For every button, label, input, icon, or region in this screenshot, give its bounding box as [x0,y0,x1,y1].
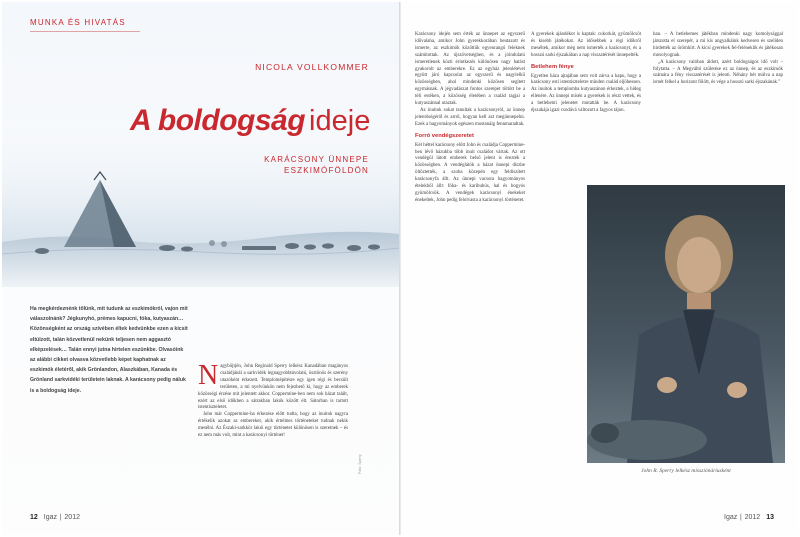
body-paragraph: John már Coppermine-ba érkezése előtt tudta, hogy az inuitok nagyra értékelik azokat az embereket, akik értelmes történeteket tudnak nekik mesélni. Az Északi-sarkkör lakói egy történetet különösen is szeretnek – és ez nem más volt, mint a karácsonyi történet! [198,412,348,439]
photo-caption: John R. Sperry lelkész missziónáriusként [641,468,731,474]
issue-label: Igaz ∣ 2012 [724,514,761,521]
body-paragraph: agyböjtjén, John Reginald Sperry lelkész Kanadában magányos családjánál a sarkvidék legnagyobbtávolatú, ösztönös és szerény utazóként érkezett. Templomépítésre egy igen régi és becsült területen, a mi nyelvünkön nem fejezhető ki, hogy az emberek közösségi érzése mit jelentett akkor. Coppermine-ben nem sok házat talált, ezért az első időkben a sátrakban lakók között élt. Sátorban is tartott istentiszteletet. [198,364,348,411]
issue-label: Igaz ∣ 2012 [43,514,80,521]
arctic-landscape-illustration [2,122,399,287]
title-end: ideje [309,105,371,137]
body-paragraph: Egyetlen háza ajtajában sem volt zárva a kapu, hogy a karácsony esti istentiszteletre minden család eljöhessen. Az inuitok a templomba kutyaszánon érkeztek, a hideg ellenére. Az ünnepi misén a gyerekek is részt vettek, és a betlehemi jelenetet mutatták be. A karácsony éjszakája igazi csodává változott a fagyos tájon. [531,73,641,114]
title-main: A boldogság [130,104,306,137]
folio-right [724,513,774,521]
body-paragraph: „A karácsony valóban áldott, azért boldogságos idő volt – folytatta. – A Megváltó születése ez az ünnep, és az eszkimók számára a fény visszatérését is jelenti. Néhány hét múlva a nap ismét felkel a horizont fölött, és vége a hosszú sarki éjszakának.” [653,59,783,86]
body-column-left [198,360,348,440]
body-column-3 [653,32,783,87]
subtitle-line-1: KARÁCSONY ÜNNEPE [264,155,369,164]
missionary-photo [587,185,785,463]
left-page [2,2,399,535]
author-name: NICOLA VOLLKOMMER [255,62,369,72]
right-page [401,2,798,535]
article-subtitle [264,154,369,176]
body-column-1 [415,32,525,205]
page-number: 12 [30,514,38,521]
section-label: MUNKA ÉS HIVATÁS [30,18,126,27]
subheading: Forró vendégszeretet [415,132,474,139]
body-paragraph: A gyerekek ajándékot is kaptak: cukorkát, gyümölcsöt és kisebb játékokat. Az idősebbek a régi időkről meséltek, amikor még nem ismerték a karácsonyt, és a hosszú sarki éjszakában a nap visszatérését ünnepelték. [531,32,641,58]
subheading: Betlehem fénye [531,63,574,70]
body-column-2 [531,32,641,115]
folio-left [30,513,80,521]
section-rule [30,31,140,32]
body-paragraph: Karácsony idején sem érték az ünnepet az egyszerű idővalaha, amikor John gyerekkorában beutazott és ismerte, az eszkimók közöttük egyenrangú feleknek számítottak. Az újszövetségben, és a jóindulatú ismeretlenek közti érintkezés különösen nagy hatást gyakorolt az emberekre. Ez az egyház jelenlétével együtt járó kapcsolat az egyszerű és nagylelkű közösségben, ahol mindenki közösen segített egymásnak. A jégvadászat fontos szerepet töltött be a téli estéken, a közösség életében a család tagjai a kutyaszánnal utaztak. [415,32,525,107]
article-title [130,104,370,138]
body-paragraph: Az inuitok sokat tanultak a karácsonyról, az ünnep jelentőségéről és arról, hogyan kell azt megünnepelni. Ezek a hagyományok egészen mostanáig fennmaradtak. [415,107,525,127]
page-number: 13 [766,514,774,521]
drop-cap: N [198,360,219,391]
photo-credit: Fotó: Sperry [358,454,362,474]
lead-paragraph: Ha megkérdeznénk tőlünk, mit tudunk az eszkimókról, vajon mit válaszolnánk? Jégkunyhó, prémes kapucni, fóka, kutyaszán… Közönségként az ország szívében éltek kedvünkbe ezen a kicsit eltúlzott, talán közvetlenül nekünk teljesen nem aggasztó elképzelések… Talán ennyi jutna hirtelen eszünkbe. Olvasóink az alábbi cikket olvasva közvetlebb képet kaphatnak az eszkimók életéről, akik Grönlandon, Alaszkában, Kanada és Grönland sarkvidéki területein laknak. A karácsony pedig náluk is a boldogság ideje. [30,306,188,394]
body-paragraph: Két héttel karácsony előtt John és családja Coppermine-ben lévő házukba több inuit családot vártak. Az ott vendégül látott emberek belső jelent is érezték a közösségben. A vendéglátók a házat ünnepi díszbe öltöztették, a szoba közepén egy feldíszített karácsonyfa állt. Az ünnepi vacsora hagyományos ételekből állt: fóka- és karibuhús, hal és bogyós gyümölcsök. A vendégek karácsonyi énekeket énekeltek, John pedig felolvasta a karácsonyi történetet. [415,142,525,203]
subtitle-line-2: ESZKIMÓFÖLDÖN [284,166,369,175]
body-paragraph: ban. – A betlehemes játékban mindenki nagy komolysággal játszotta el szerepét, a mi kis angyalkáink kedvesen és szelíden hirdették az örömhírt. A kicsi gyerekek fel-feléneklik és játékosan mosolyognak. [653,32,783,58]
